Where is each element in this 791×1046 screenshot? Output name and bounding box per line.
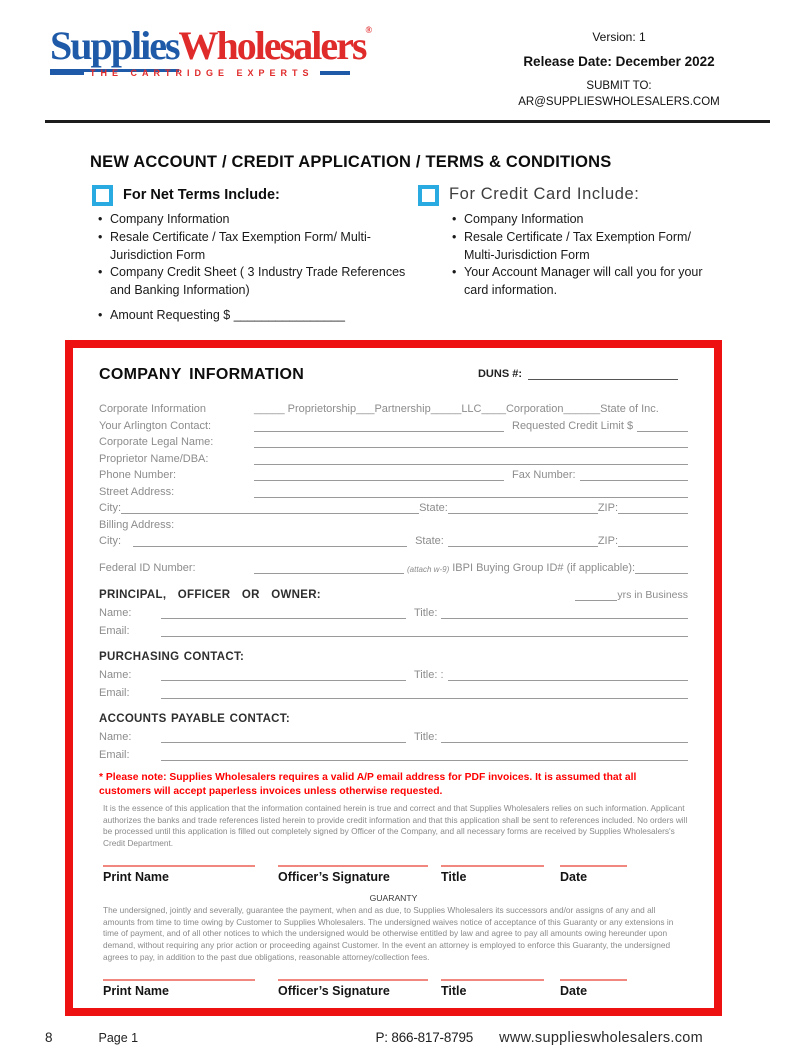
submit-to-caption: SUBMIT TO: [586,80,652,92]
purchasing-name-input-line[interactable] [161,669,406,681]
purchasing-title-input-line[interactable] [448,669,688,681]
purchasing-name-row [99,665,688,681]
city-label: City: [99,535,121,548]
city-row [99,499,688,515]
net-terms-column [92,185,410,325]
zip-label: ZIP: [597,535,618,548]
officer-signature-label: Officer’s Signature [278,870,390,885]
arlington-contact-row [99,416,688,432]
credit-card-checkbox[interactable] [418,185,439,206]
principal-heading: PRINCIPAL, OFFICER OR OWNER: [99,588,321,601]
zip-label: ZIP: [597,502,618,515]
title-label: Title [441,984,467,999]
list-item-text: Your Account Manager will call you for your card information. [464,265,703,298]
list-item [98,211,410,229]
ap-name-input-line[interactable] [161,731,406,743]
billing-zip-input-line[interactable] [618,535,688,547]
ap-heading: ACCOUNTS PAYABLE CONTACT: [99,712,290,725]
zip-input-line[interactable] [618,502,688,514]
list-item [452,264,718,300]
bullet-icon: • [452,265,457,280]
date-label: Date [560,870,588,885]
email-label: Email: [99,748,130,761]
signature-row-application [99,865,688,884]
purchasing-section-header [99,647,688,663]
ap-title-input-line[interactable] [441,731,688,743]
duns-input-line[interactable] [528,368,678,380]
bullet-icon: • [98,212,103,227]
officer-signature-field[interactable] [278,865,428,884]
logo-wholesalers: Wholesalers [178,23,366,68]
list-item-text: Company Credit Sheet ( 3 Industry Trade References and Banking Information) [110,265,406,298]
ibpi-input-line[interactable] [635,562,688,574]
guaranty-text: The undersigned, jointly and severally, guarantee the payment, when and as due, to Supplies Wholesalers its successors and/or assigns of any and all amounts from time to time owing by Customer to Supplies Wholesalers. The undersigned waives notice of acceptance of this Guaranty or any extensions in time of payment, and of all other notices to which the undersigned would be otherwise entitled by law and agree to pay all amounts owing hereunder upon demand, without requiring any prior action or proceeding against Customer. In the event an attorney is employed to enforce this Guaranty, the undersigned agrees to pay, in addition to the past due obligations, reasonable attorney/collection fees. [103,905,674,962]
print-name-label: Print Name [103,870,169,885]
title-label: Title: [414,606,438,619]
street-address-input-line[interactable] [254,486,688,498]
spacer [99,701,688,709]
entity-type-options[interactable]: _____ Proprietorship___Partnership_____LLC____Corporation______State of Inc. [254,403,659,416]
signature-row-guaranty [99,979,688,998]
list-item-text: Resale Certificate / Tax Exemption Form/ Multi-Jurisdiction Form [110,229,371,262]
bullet-icon: • [98,307,103,322]
arlington-contact-input-line[interactable] [254,420,504,432]
federal-id-label: Federal ID Number: [99,561,196,574]
officer-signature-field[interactable] [278,979,428,998]
registered-trademark-icon: ® [365,25,373,35]
version-block [469,26,769,110]
document-page-number: 8 [45,1030,53,1046]
list-item [98,264,410,300]
credit-card-list [452,211,718,300]
principal-name-input-line[interactable] [161,607,406,619]
checklist-section [92,185,791,325]
paperless-invoice-note: * Please note: Supplies Wholesalers requires a valid A/P email address for PDF invoices. It is assumed that all customers will accept paperless invoices unless otherwise requested. [99,771,637,798]
spacer [99,639,688,647]
release-date-label: Release Date: December 2022 [523,54,715,69]
bullet-icon: • [98,229,103,244]
credit-limit-input-line[interactable] [637,420,688,432]
net-terms-checkbox[interactable] [92,185,113,206]
state-input-line[interactable] [448,502,598,514]
company-info-header [99,366,688,384]
billing-city-row [99,532,688,548]
yrs-input-line[interactable] [575,589,617,601]
header [0,0,791,110]
fax-input-line[interactable] [580,469,688,481]
duns-field [478,368,678,380]
federal-id-row [99,558,688,574]
ibpi-label: IBPI Buying Group ID# (if applicable): [452,561,636,574]
street-address-label: Street Address: [99,485,175,498]
date-signature-field[interactable] [560,865,627,884]
phone-label: Phone Number: [99,469,177,482]
corporate-information-label: Corporate Information [99,403,206,416]
list-item-text: Resale Certificate / Tax Exemption Form/ Multi-Jurisdiction Form [464,229,691,262]
name-label: Name: [99,668,132,681]
submit-to-label [469,79,769,110]
yrs-label: yrs in Business [617,588,688,601]
credit-limit-label: Requested Credit Limit $ [512,419,634,432]
arlington-contact-label: Your Arlington Contact: [99,419,212,432]
company-information-box [65,340,722,1017]
state-label: State: [419,502,448,515]
attach-w9-note: (attach w-9) [407,564,450,574]
credit-card-header [418,185,718,206]
state-label: State: [415,535,444,548]
bullet-icon: • [452,229,457,244]
credit-card-column [418,185,718,325]
duns-label: DUNS #: [477,367,522,380]
phone-row [99,466,688,482]
list-item [452,229,718,265]
principal-email-row [99,621,688,637]
principal-title-input-line[interactable] [441,607,688,619]
dba-label: Proprietor Name/DBA: [99,452,209,465]
yrs-in-business-field [575,589,688,601]
corporate-information-row [99,400,688,416]
header-divider [45,120,770,123]
name-label: Name: [99,730,132,743]
title-label: Title: : [414,668,444,681]
tagline-text: THE CARTRIDGE EXPERTS [90,68,314,78]
email-label: Email: [99,624,130,637]
principal-name-row [99,603,688,619]
title-signature-field[interactable] [441,865,544,884]
fax-label: Fax Number: [512,469,576,482]
company-logo [50,23,373,110]
ap-email-input-line[interactable] [161,749,688,761]
date-signature-field[interactable] [560,979,627,998]
list-item-text: Company Information [464,212,584,227]
bullet-icon: • [98,265,103,280]
street-address-row [99,482,688,498]
billing-address-label: Billing Address: [99,518,175,531]
tagline-bar-left [50,71,84,75]
ap-email-row [99,745,688,761]
ap-name-row [99,727,688,743]
email-label: Email: [99,686,130,699]
print-name-label: Print Name [103,984,169,999]
ap-section-header [99,709,688,725]
officer-signature-label: Officer’s Signature [278,984,390,999]
print-name-signature-field[interactable] [103,979,255,998]
list-item [98,229,410,265]
title-label: Title [441,870,467,885]
submit-email-link[interactable]: AR@SUPPLIESWHOLESALERS.COM [518,95,720,108]
guaranty-heading: GUARANTY [369,893,418,904]
logo-supplies: Supplies [50,23,179,72]
principal-section-header [99,585,688,601]
company-info-heading: COMPANY INFORMATION [99,365,305,383]
net-terms-header [92,185,410,206]
phone-number: P: 866-817-8795 [375,1030,474,1046]
version-label: Version: 1 [592,30,646,44]
credit-card-heading: For Credit Card Include: [449,185,640,204]
legal-name-label: Corporate Legal Name: [99,436,214,449]
net-terms-heading: For Net Terms Include: [123,187,280,204]
purchasing-email-input-line[interactable] [161,687,688,699]
logo-tagline [50,68,350,78]
billing-address-row [99,515,688,531]
principal-email-input-line[interactable] [161,625,688,637]
list-item-text: Company Information [110,212,230,227]
spacer [99,548,688,558]
billing-city-input-line[interactable] [133,535,407,547]
net-terms-list [98,211,410,325]
amount-requesting-field[interactable]: Amount Requesting $ ________________ [110,307,345,322]
dba-input-line[interactable] [254,453,688,465]
title-label: Title: [414,730,438,743]
billing-state-input-line[interactable] [448,535,598,547]
federal-id-input-line[interactable] [254,562,404,574]
print-name-signature-field[interactable] [103,865,255,884]
city-input-line[interactable] [121,502,419,514]
dba-row [99,449,688,465]
name-label: Name: [99,606,132,619]
list-item [452,211,718,229]
website-link[interactable]: www.supplieswholesalers.com [499,1030,703,1046]
date-label: Date [560,984,588,999]
city-label: City: [99,502,121,515]
spacer [99,575,688,585]
legal-name-row [99,433,688,449]
title-signature-field[interactable] [441,979,544,998]
page-title: NEW ACCOUNT / CREDIT APPLICATION / TERMS & CONDITIONS [90,153,612,172]
footer [0,1030,791,1046]
legal-name-input-line[interactable] [254,436,688,448]
application-terms-text: It is the essence of this application that the information contained herein is true and correct and that Supplies Wholesalers relies on such information. Applicant authorizes the banks and trade references listed herein to provide credit information and that this application shall be sent to references included. No orders will be processed until this application is filled out completely signed by Officer of the Company, and all necessary forms are received by Supplies Wholesalers's Credit Department. [103,803,688,848]
footer-contact [375,1030,703,1046]
purchasing-heading: PURCHASING CONTACT: [99,650,245,663]
tagline-bar-right [320,71,350,75]
list-item [98,307,410,325]
phone-input-line[interactable] [254,469,504,481]
page-label: Page 1 [98,1031,139,1046]
bullet-icon: • [452,212,457,227]
logo-wordmark [50,23,373,68]
purchasing-email-row [99,683,688,699]
